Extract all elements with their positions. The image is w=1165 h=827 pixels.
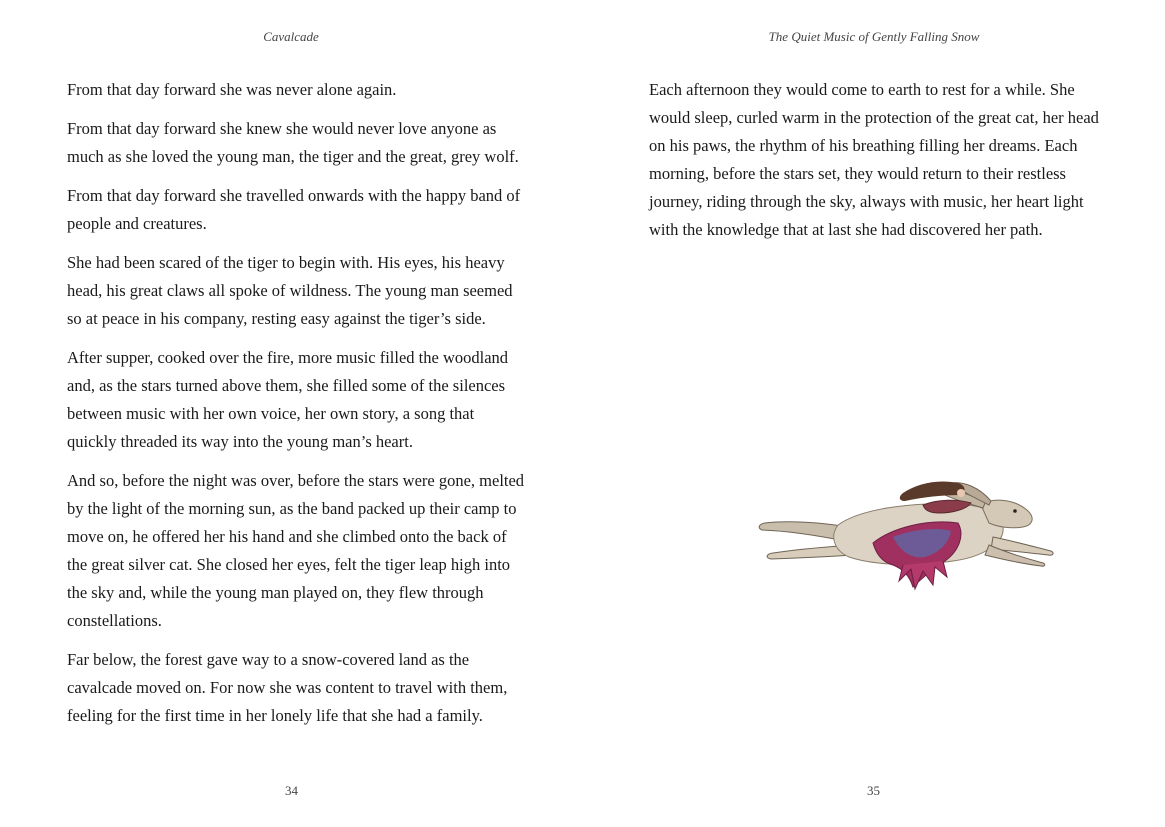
paragraph: From that day forward she travelled onwards with the happy band of people and creatures. (67, 186, 521, 233)
paragraph: After supper, cooked over the fire, more music filled the woodland and, as the stars turned above them, she filled some of the silences between music with her own voice, her own story, a song that quickly threaded its way into the young man’s heart. (67, 348, 509, 451)
page-number-right: 35 (867, 783, 880, 798)
left-page-body (67, 76, 527, 741)
left-page (0, 0, 582, 827)
hare-eye (1013, 509, 1017, 513)
paragraph: Each afternoon they would come to earth to rest for a while. She would sleep, curled warm in the protection of the great cat, her head on his paws, the rhythm of his breathing filling her dreams. Each morning, before the stars set, they would return to their restless journey, riding through the sky, always with music, her heart light with the knowledge that at last she had discovered her path. (649, 80, 1099, 239)
running-head-right: The Quiet Music of Gently Falling Snow (768, 29, 980, 44)
page-number-left: 34 (285, 783, 298, 798)
flying-hare-illustration (753, 465, 1058, 595)
paragraph: She had been scared of the tiger to begin with. His eyes, his heavy head, his great claws all spoke of wildness. The young man seemed so at peace in his company, resting easy against the tiger’s side. (67, 253, 513, 328)
paragraph: From that day forward she was never alone again. (67, 80, 397, 99)
right-page (583, 0, 1165, 827)
paragraph: And so, before the night was over, before the stars were gone, melted by the light of the morning sun, as the band packed up their camp to move on, he offered her his hand and she climbed onto the back of the great silver cat. She closed her eyes, felt the tiger leap high into the sky and, while the young man played on, they flew through constellations. (67, 471, 525, 630)
running-head-left: Cavalcade (263, 29, 319, 44)
right-page-body (649, 76, 1109, 255)
rider-face (957, 489, 965, 497)
paragraph: Far below, the forest gave way to a snow-covered land as the cavalcade moved on. For now she was content to travel with them, feeling for the first time in her lonely life that she had a family. (67, 650, 508, 725)
paragraph: From that day forward she knew she would never love anyone as much as she loved the young man, the tiger and the great, grey wolf. (67, 119, 519, 166)
